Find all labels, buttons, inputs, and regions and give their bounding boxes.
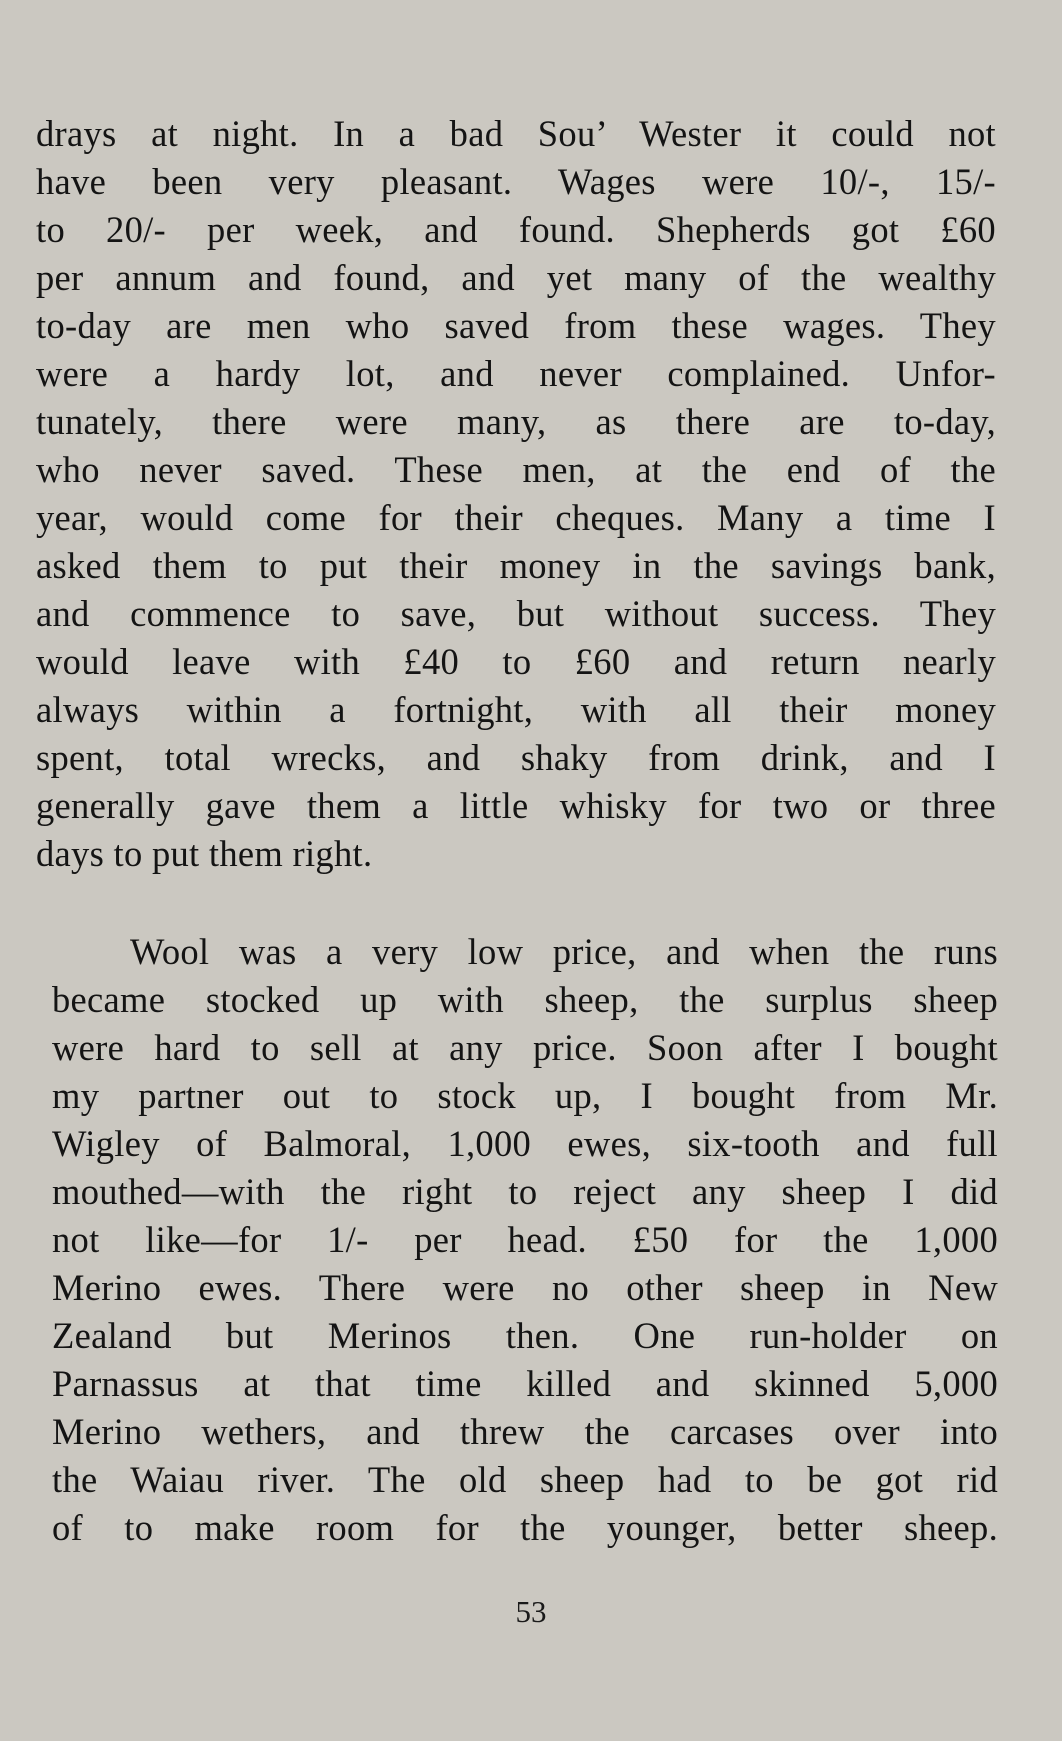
text-line: of to make room for the younger, better sheep.	[52, 1507, 998, 1548]
text-line: Zealand but Merinos then. One run-holder on	[52, 1315, 998, 1356]
text-line: to-day are men who saved from these wages. They	[36, 305, 996, 346]
text-line: who never saved. These men, at the end of the	[36, 449, 996, 490]
text-line: have been very pleasant. Wages were 10/-, 15/-	[36, 161, 996, 202]
text-line: my partner out to stock up, I bought from Mr.	[52, 1075, 998, 1116]
text-line: generally gave them a little whisky for two or three	[36, 785, 996, 826]
text-line: spent, total wrecks, and shaky from drink, and I	[36, 737, 996, 778]
text-line: were a hardy lot, and never complained. Unfor-	[36, 353, 996, 394]
paragraph-1	[36, 110, 996, 878]
text-line: per annum and found, and yet many of the wealthy	[36, 257, 996, 298]
text-line: tunately, there were many, as there are to-day,	[36, 401, 996, 442]
text-line: Wigley of Balmoral, 1,000 ewes, six-tooth and full	[52, 1123, 998, 1164]
text-line: became stocked up with sheep, the surplus sheep	[52, 979, 998, 1020]
text-line: would leave with £40 to £60 and return nearly	[36, 641, 996, 682]
text-line: Merino wethers, and threw the carcases over into	[52, 1411, 998, 1452]
text-line: asked them to put their money in the savings bank,	[36, 545, 996, 586]
text-line: the Waiau river. The old sheep had to be got rid	[52, 1459, 998, 1500]
text-line: mouthed—with the right to reject any sheep I did	[52, 1171, 998, 1212]
text-line: Parnassus at that time killed and skinned 5,000	[52, 1363, 998, 1404]
text-line: to 20/- per week, and found. Shepherds got £60	[36, 209, 996, 250]
text-line: not like—for 1/- per head. £50 for the 1,000	[52, 1219, 998, 1260]
text-line: year, would come for their cheques. Many a time I	[36, 497, 996, 538]
text-line: were hard to sell at any price. Soon after I bought	[52, 1027, 998, 1068]
text-line: drays at night. In a bad Sou’ Wester it could not	[36, 113, 996, 154]
text-line: and commence to save, but without success. They	[36, 593, 996, 634]
text-line: Wool was a very low price, and when the runs	[130, 931, 998, 972]
text-line: always within a fortnight, with all their money	[36, 689, 996, 730]
page-number: 53	[515, 1594, 547, 1629]
paragraph-2	[52, 928, 998, 1552]
text-line: Merino ewes. There were no other sheep in New	[52, 1267, 998, 1308]
text-line: days to put them right.	[36, 833, 373, 874]
